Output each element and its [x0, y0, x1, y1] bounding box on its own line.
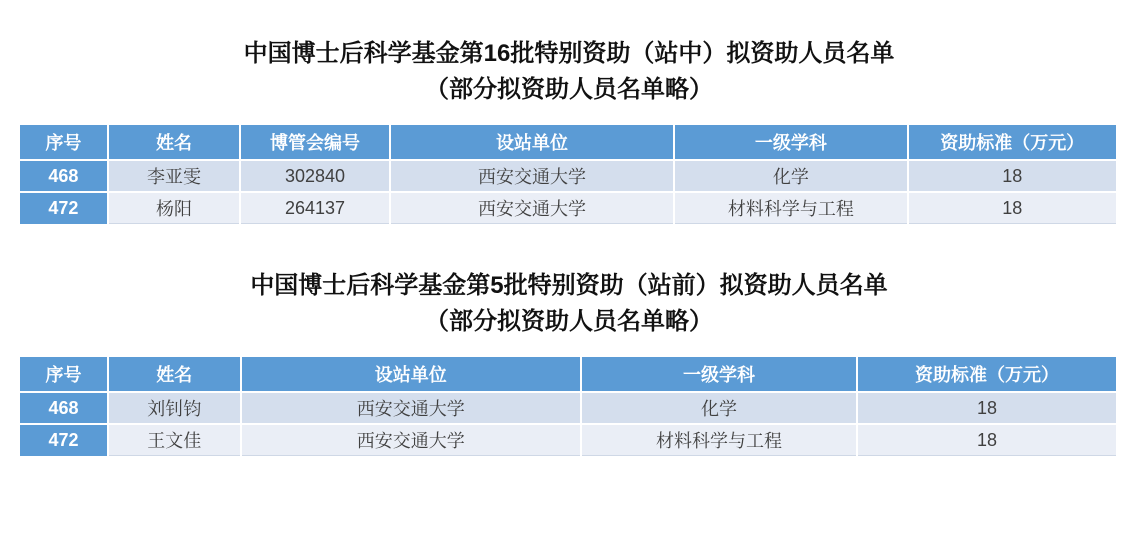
- column-header: 一级学科: [582, 357, 856, 391]
- funding-list-section-batch16: [0, 36, 1138, 226]
- table-row: [20, 393, 1116, 423]
- funding-table-batch16: [18, 123, 1118, 226]
- row-index-cell: 472: [20, 193, 107, 224]
- data-cell: 302840: [241, 161, 389, 191]
- column-header: 一级学科: [675, 125, 906, 159]
- column-header: 序号: [20, 357, 107, 391]
- row-index-cell: 472: [20, 425, 107, 456]
- data-cell: 18: [858, 425, 1116, 456]
- section-title-line2: （部分拟资助人员名单略）: [425, 308, 713, 335]
- data-cell: 化学: [582, 393, 856, 423]
- column-header: 博管会编号: [241, 125, 389, 159]
- row-index-cell: 468: [20, 393, 107, 423]
- row-index-cell: 468: [20, 161, 107, 191]
- data-cell: 西安交通大学: [242, 393, 580, 423]
- column-header: 资助标准（万元）: [858, 357, 1116, 391]
- data-cell: 李亚雯: [109, 161, 239, 191]
- column-header: 姓名: [109, 357, 240, 391]
- column-header: 资助标准（万元）: [909, 125, 1116, 159]
- data-cell: 杨阳: [109, 193, 239, 224]
- column-header: 设站单位: [391, 125, 673, 159]
- funding-table-wrapper: [18, 123, 1118, 226]
- section-title: [0, 268, 1138, 340]
- header-row: [20, 357, 1116, 391]
- section-title-line2: （部分拟资助人员名单略）: [425, 76, 713, 103]
- data-cell: 西安交通大学: [391, 193, 673, 224]
- column-header: 序号: [20, 125, 107, 159]
- data-cell: 化学: [675, 161, 906, 191]
- data-cell: 西安交通大学: [242, 425, 580, 456]
- data-cell: 材料科学与工程: [582, 425, 856, 456]
- column-header: 姓名: [109, 125, 239, 159]
- data-cell: 王文佳: [109, 425, 240, 456]
- funding-table-batch5: [18, 355, 1118, 458]
- section-title: [0, 36, 1138, 108]
- column-header: 设站单位: [242, 357, 580, 391]
- table-row: [20, 193, 1116, 224]
- data-cell: 材料科学与工程: [675, 193, 906, 224]
- funding-list-section-batch5: [0, 268, 1138, 458]
- header-row: [20, 125, 1116, 159]
- data-cell: 西安交通大学: [391, 161, 673, 191]
- data-cell: 264137: [241, 193, 389, 224]
- table-row: [20, 161, 1116, 191]
- funding-table-wrapper: [18, 355, 1118, 458]
- data-cell: 18: [909, 161, 1116, 191]
- section-title-line1: 中国博士后科学基金第16批特别资助（站中）拟资助人员名单: [243, 40, 895, 67]
- table-row: [20, 425, 1116, 456]
- data-cell: 18: [858, 393, 1116, 423]
- data-cell: 刘钊钧: [109, 393, 240, 423]
- data-cell: 18: [909, 193, 1116, 224]
- section-title-line1: 中国博士后科学基金第5批特别资助（站前）拟资助人员名单: [250, 272, 888, 299]
